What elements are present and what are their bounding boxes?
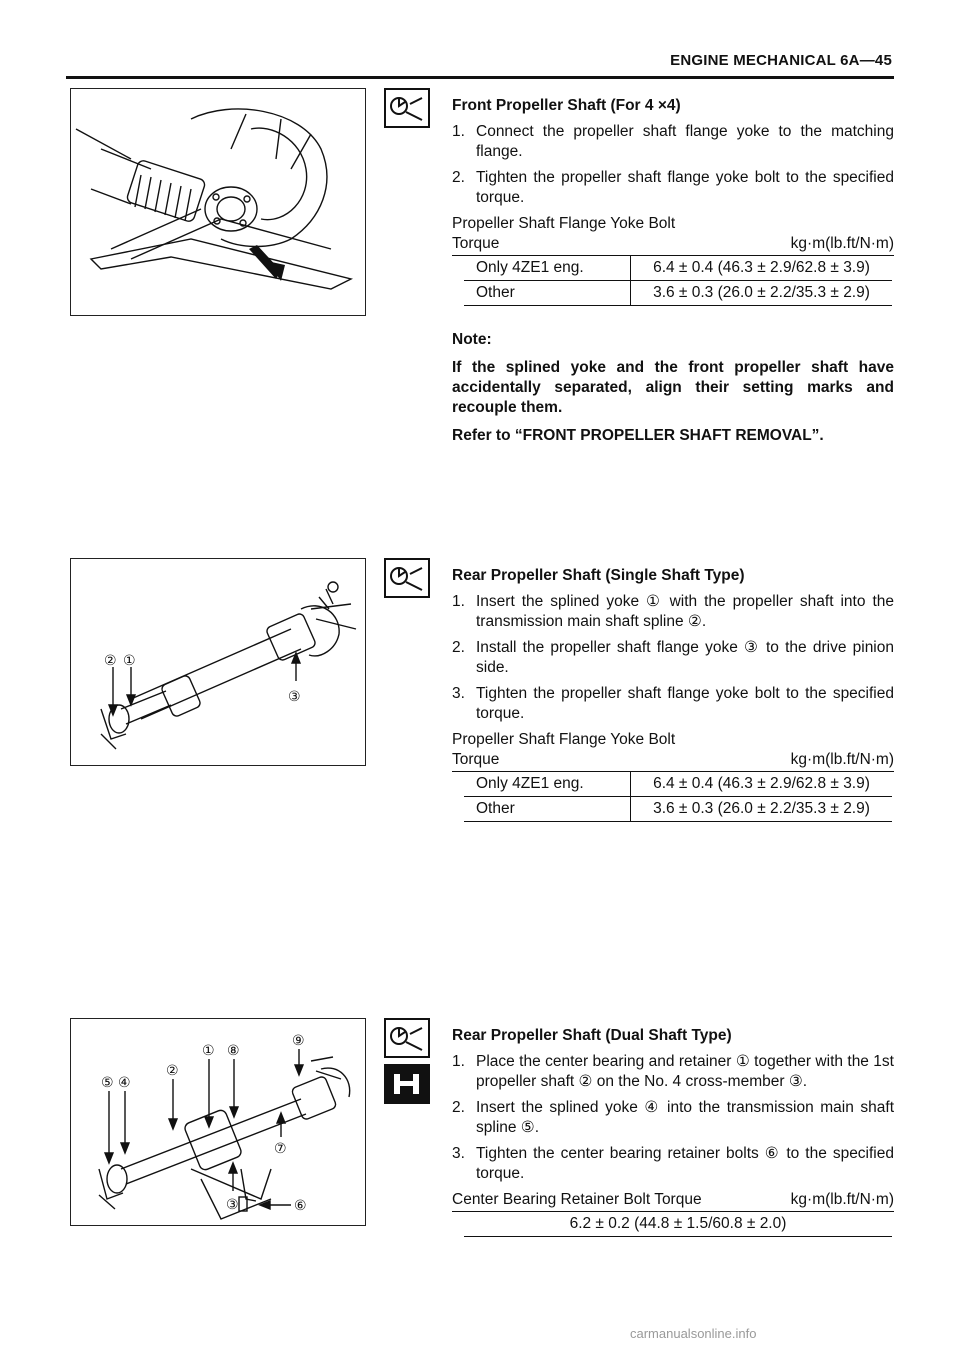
- torque-unit: kg·m(lb.ft/N·m): [790, 1191, 894, 1208]
- table-cell: Other: [464, 797, 631, 822]
- fig3-callout-3: ③: [226, 1197, 239, 1213]
- note-text: If the splined yoke and the front propeller shaft have accidentally separated, align their setting marks and recouple them.: [452, 359, 894, 416]
- torque-value: 6.2 ± 0.2 (44.8 ± 1.5/60.8 ± 2.0): [464, 1212, 892, 1237]
- watermark: carmanualsonline.info: [630, 1326, 757, 1341]
- single-shaft-illustration: [71, 559, 365, 765]
- table-cell: 3.6 ± 0.3 (26.0 ± 2.2/35.3 ± 2.9): [631, 281, 893, 306]
- fig2-callout-1: ①: [123, 653, 136, 669]
- header-rule: [66, 76, 894, 79]
- tighten-tool-icon: [384, 88, 430, 128]
- step-text: Tighten the center bearing retainer bolts ⑥ to the specified torque.: [476, 1145, 894, 1182]
- spec-title: Propeller Shaft Flange Yoke Bolt: [452, 731, 676, 748]
- figure-single-shaft: [70, 558, 366, 766]
- page-header: ENGINE MECHANICAL 6A—45: [670, 52, 892, 69]
- figure-front-propeller-shaft: [70, 88, 366, 316]
- section-front-propeller-shaft: [452, 96, 894, 454]
- table-cell: 3.6 ± 0.3 (26.0 ± 2.2/35.3 ± 2.9): [631, 797, 893, 822]
- torque-label: Torque: [452, 235, 500, 252]
- torque-table: [464, 256, 892, 306]
- fig2-callout-3: ③: [288, 689, 301, 705]
- step-number: 2.: [452, 169, 465, 186]
- step-item: [452, 1098, 894, 1138]
- table-row: [464, 281, 892, 306]
- fig3-callout-4: ④: [118, 1075, 131, 1091]
- torque-unit: kg·m(lb.ft/N·m): [790, 751, 894, 768]
- tighten-tool-icon: [384, 1018, 430, 1058]
- step-number: 3.: [452, 1145, 465, 1162]
- step-number: 3.: [452, 685, 465, 702]
- dual-shaft-illustration: [71, 1019, 365, 1225]
- torque-header: [452, 234, 894, 256]
- step-text: Connect the propeller shaft flange yoke to the matching flange.: [476, 123, 894, 160]
- step-number: 1.: [452, 123, 465, 140]
- step-text: Tighten the propeller shaft flange yoke bolt to the specified torque.: [476, 685, 894, 722]
- fig3-callout-5: ⑤: [101, 1075, 114, 1091]
- torque-header: [452, 1190, 894, 1212]
- note-reference: Refer to “FRONT PROPELLER SHAFT REMOVAL”.: [452, 427, 824, 444]
- fig3-callout-9: ⑨: [292, 1033, 305, 1049]
- front-shaft-illustration: [71, 89, 365, 315]
- section-single-shaft: [452, 566, 894, 822]
- table-row: [464, 797, 892, 822]
- tighten-tool-icon: [384, 558, 430, 598]
- fig3-callout-6: ⑥: [294, 1198, 307, 1214]
- note-heading: Note:: [452, 331, 492, 348]
- table-cell: Only 4ZE1 eng.: [464, 256, 631, 281]
- step-number: 1.: [452, 593, 465, 610]
- step-number: 2.: [452, 1099, 465, 1116]
- table-cell: 6.4 ± 0.4 (46.3 ± 2.9/62.8 ± 3.9): [631, 256, 893, 281]
- section-title: Rear Propeller Shaft (Single Shaft Type): [452, 567, 745, 584]
- step-item: [452, 592, 894, 632]
- torque-wrench-icon: [384, 1064, 430, 1104]
- section-title: Rear Propeller Shaft (Dual Shaft Type): [452, 1027, 732, 1044]
- fig2-callout-2: ②: [104, 653, 117, 669]
- section-title: Front Propeller Shaft (For 4 ×4): [452, 97, 681, 114]
- step-number: 2.: [452, 639, 465, 656]
- fig3-callout-8: ⑧: [227, 1043, 240, 1059]
- step-item: [452, 1144, 894, 1184]
- figure-dual-shaft: [70, 1018, 366, 1226]
- table-cell: 6.4 ± 0.4 (46.3 ± 2.9/62.8 ± 3.9): [631, 772, 893, 797]
- step-text: Insert the splined yoke ① with the propeller shaft into the transmission main shaft spline ②.: [476, 593, 894, 630]
- step-item: [452, 638, 894, 678]
- spec-title: Propeller Shaft Flange Yoke Bolt: [452, 215, 676, 232]
- fig3-callout-1: ①: [202, 1043, 215, 1059]
- step-text: Install the propeller shaft flange yoke ③ to the drive pinion side.: [476, 639, 894, 676]
- step-text: Insert the splined yoke ④ into the transmission main shaft spline ⑤.: [476, 1099, 894, 1136]
- table-cell: Only 4ZE1 eng.: [464, 772, 631, 797]
- step-text: Place the center bearing and retainer ① together with the 1st propeller shaft ② on the No. 4 cross-member ③.: [476, 1053, 894, 1090]
- step-item: [452, 122, 894, 162]
- section-dual-shaft: [452, 1026, 894, 1237]
- torque-header: [452, 750, 894, 772]
- step-item: [452, 168, 894, 208]
- step-item: [452, 684, 894, 724]
- torque-unit: kg·m(lb.ft/N·m): [790, 235, 894, 252]
- table-cell: Other: [464, 281, 631, 306]
- step-text: Tighten the propeller shaft flange yoke bolt to the specified torque.: [476, 169, 894, 206]
- torque-label: Center Bearing Retainer Bolt Torque: [452, 1191, 702, 1208]
- step-number: 1.: [452, 1053, 465, 1070]
- step-item: [452, 1052, 894, 1092]
- table-row: [464, 256, 892, 281]
- torque-label: Torque: [452, 751, 500, 768]
- table-row: [464, 772, 892, 797]
- fig3-callout-2: ②: [166, 1063, 179, 1079]
- fig3-callout-7: ⑦: [274, 1141, 287, 1157]
- torque-table: [464, 772, 892, 822]
